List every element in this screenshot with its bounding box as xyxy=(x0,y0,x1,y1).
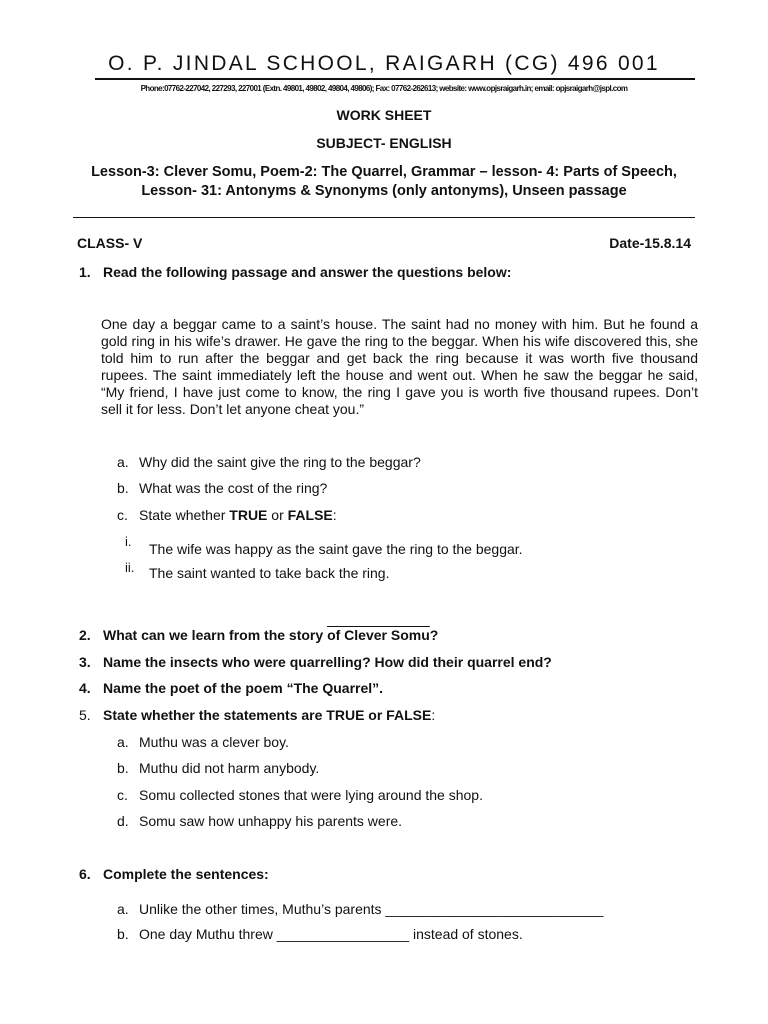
item-number: c. xyxy=(117,787,128,803)
question-text: State whether the statements are TRUE or FALSE xyxy=(103,707,432,723)
question-number: 5. xyxy=(79,707,91,723)
item-text: Somu saw how unhappy his parents were. xyxy=(139,813,403,829)
colon: : xyxy=(431,707,436,723)
item-text: Muthu was a clever boy. xyxy=(139,734,289,750)
item-text: What was the cost of the ring? xyxy=(139,480,328,496)
item-text: Somu collected stones that were lying around the shop. xyxy=(139,787,483,803)
question-number: 3. xyxy=(79,654,91,670)
story-title: of Clever Somu xyxy=(327,627,430,643)
colon: : xyxy=(332,507,337,523)
reading-passage: One day a beggar came to a saint’s house. The saint had no money with him. But he found a gold ring in his wife’s drawer. He gave the ring to the beggar. When his wife discovered this, she told him to run after the beggar and get back the ring because it was worth five thousand rupees. The saint immediately left the house and went out. When he saw the beggar he said, “My friend, I have just come to know, the ring I gave you is worth five thousand rupees. Don’t sell it for less. Don’t let anyone cheat you.” xyxy=(101,316,698,417)
date-label: Date-15.8.14 xyxy=(609,235,691,251)
item-text: Muthu did not harm anybody. xyxy=(139,760,320,776)
contact-line: Phone:07762-227042, 227293, 227001 (Extn. 49801, 49802, 49804, 49806); Fax: 07762-262613; website: www.opjsraigarh.in; email: opjsraigarh@jspl.com xyxy=(140,84,628,93)
question-1b xyxy=(117,480,327,496)
question-5b xyxy=(117,760,319,776)
question-1c-i: The wife was happy as the saint gave the ring to the beggar. xyxy=(149,541,523,557)
question-1 xyxy=(79,264,511,280)
divider-rule xyxy=(73,217,695,218)
header-rule xyxy=(95,78,695,80)
question-4 xyxy=(79,680,383,696)
question-text: What can we learn from the story xyxy=(103,627,328,643)
question-1c-ii: The saint wanted to take back the ring. xyxy=(149,565,390,581)
item-number: c. xyxy=(117,507,128,523)
question-number: 6. xyxy=(79,866,91,882)
question-1c xyxy=(117,507,337,523)
question-text: Read the following passage and answer the questions below: xyxy=(103,264,512,280)
question-5a xyxy=(117,734,289,750)
item-number: a. xyxy=(117,901,129,917)
question-text: Name the insects who were quarrelling? How did their quarrel end? xyxy=(103,654,552,670)
roman-ii: ii. xyxy=(125,560,135,575)
question-5d xyxy=(117,813,402,829)
question-text: Name the poet of the poem “The Quarrel”. xyxy=(103,680,384,696)
item-number: b. xyxy=(117,760,129,776)
question-6 xyxy=(79,866,269,882)
question-2 xyxy=(79,627,438,643)
question-number: 2. xyxy=(79,627,91,643)
question-5c xyxy=(117,787,483,803)
item-text: Unlike the other times, Muthu’s parents ____________________________ xyxy=(139,901,604,917)
item-text: Why did the saint give the ring to the beggar? xyxy=(139,454,421,470)
worksheet-title: WORK SHEET xyxy=(336,107,432,123)
question-text: Complete the sentences: xyxy=(103,866,269,882)
question-mark: ? xyxy=(429,627,439,643)
or-word: or xyxy=(267,507,288,523)
item-number: a. xyxy=(117,734,129,750)
question-number: 4. xyxy=(79,680,91,696)
item-number: b. xyxy=(117,926,129,942)
item-number: d. xyxy=(117,813,129,829)
false-word: FALSE xyxy=(287,507,333,523)
question-5 xyxy=(79,707,435,723)
question-number: 1. xyxy=(79,264,91,280)
question-6b xyxy=(117,926,523,942)
item-number: b. xyxy=(117,480,129,496)
question-3 xyxy=(79,654,552,670)
school-name: O. P. JINDAL SCHOOL, RAIGARH (CG) 496 001 xyxy=(108,52,660,75)
true-word: TRUE xyxy=(229,507,268,523)
item-number: a. xyxy=(117,454,129,470)
lesson-title: Lesson-3: Clever Somu, Poem-2: The Quarrel, Grammar – lesson- 4: Parts of Speech, Lesson- 31: Antonyms & Synonyms (only antonyms), Unseen passage xyxy=(91,164,677,199)
class-label: CLASS- V xyxy=(77,235,143,251)
item-text: One day Muthu threw _________________ instead of stones. xyxy=(139,926,523,942)
roman-i: i. xyxy=(125,534,132,549)
question-6a xyxy=(117,901,603,917)
question-1a xyxy=(117,454,421,470)
subject-title: SUBJECT- ENGLISH xyxy=(316,135,452,151)
item-text: State whether xyxy=(139,507,230,523)
